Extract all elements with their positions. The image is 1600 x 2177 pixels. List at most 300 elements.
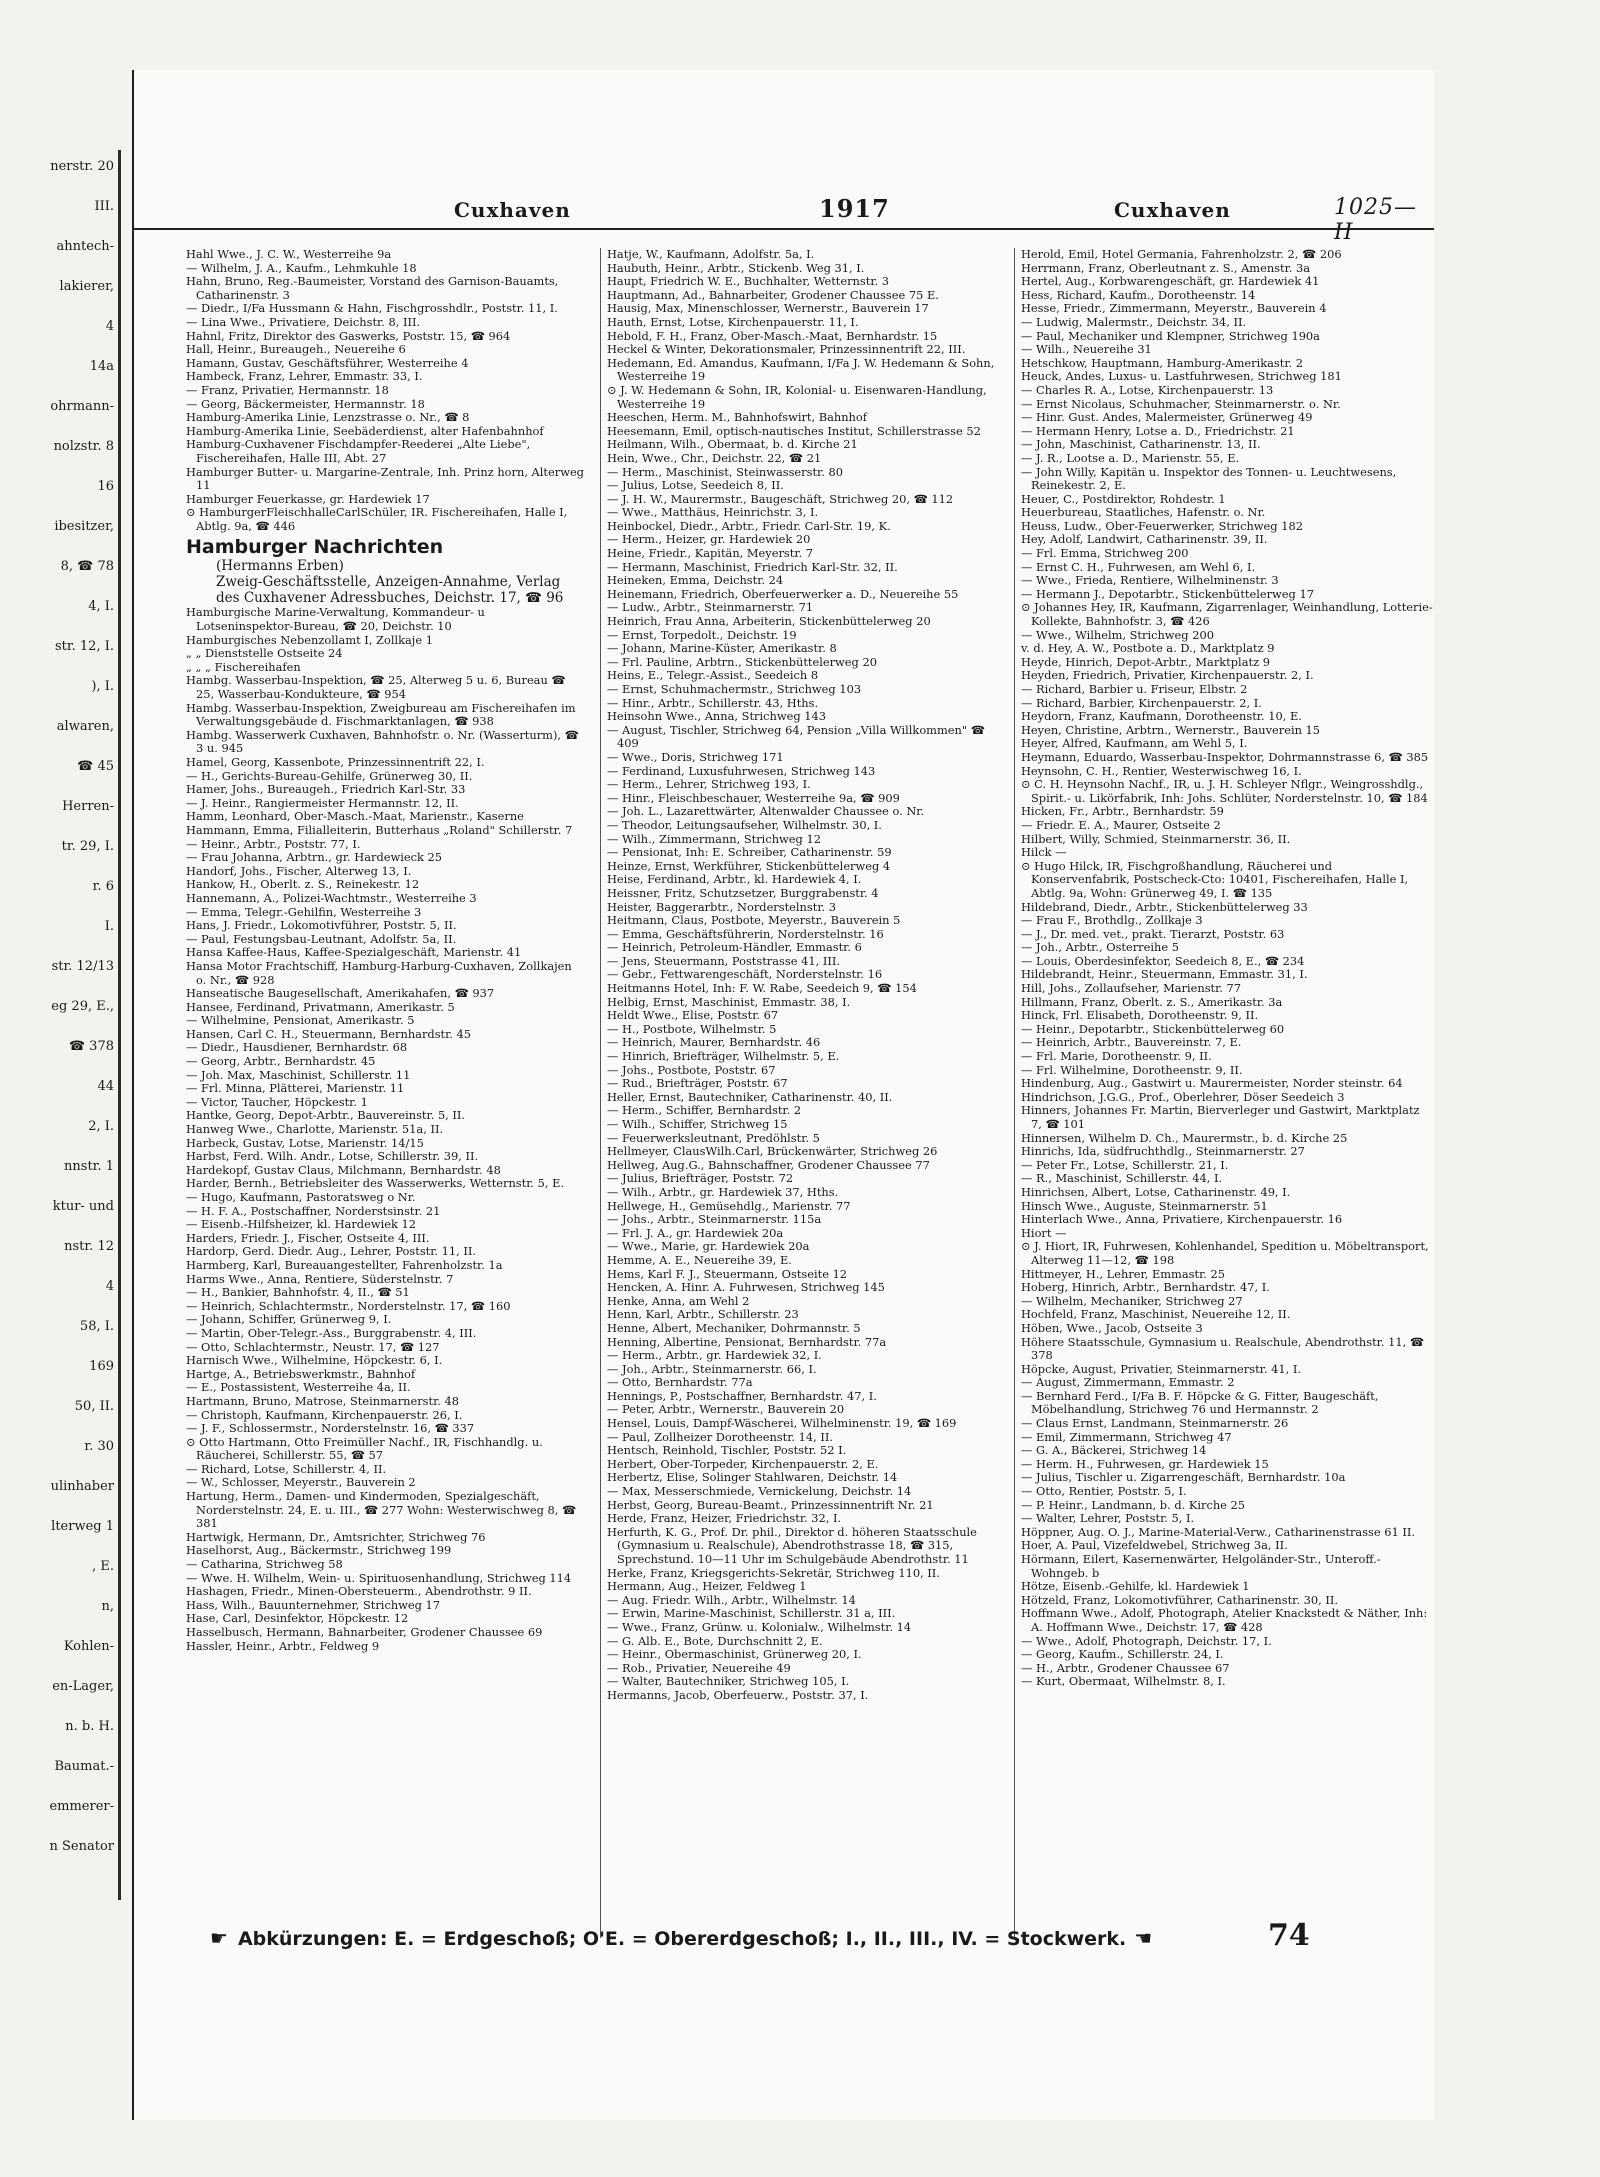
directory-entry: — Ernst, Torpedolt., Deichstr. 19 <box>607 627 797 642</box>
directory-entry: Heins, E., Telegr.-Assist., Seedeich 8 <box>607 668 819 683</box>
directory-entry: Hicken, Fr., Arbtr., Bernhardstr. 59 <box>1021 804 1224 819</box>
directory-entry: Hambg. Wasserwerk Cuxhaven, Bahnhofstr. o. Nr. (Wasserturm), ☎ 3 u. 945 <box>186 727 579 756</box>
directory-entry: — Wilhelm, J. A., Kaufm., Lehmkuhle 18 <box>186 260 417 275</box>
directory-entry: Heuerbureau, Staatliches, Hafenstr. o. Nr. <box>1021 505 1266 520</box>
directory-entry: — Wilh., Neuereihe 31 <box>1021 342 1152 357</box>
directory-entry: — Heinr., Depotarbtr., Stickenbüttelerweg 60 <box>1021 1021 1285 1036</box>
directory-entry: Hansa Kaffee-Haus, Kaffee-Spezialgeschäft, Marienstr. 41 <box>186 945 522 960</box>
fragment-line: n, <box>101 1599 114 1614</box>
directory-entry: — Joh., Arbtr., Steinmarnerstr. 66, I. <box>607 1361 817 1376</box>
directory-entry: — Wwe., Matthäus, Heinrichstr. 3, I. <box>607 505 819 520</box>
directory-entry: Hochfeld, Franz, Maschinist, Neuereihe 12, II. <box>1021 1307 1291 1322</box>
directory-entry: — Ernst, Schuhmachermstr., Strichweg 103 <box>607 682 862 696</box>
directory-entry: Heesemann, Emil, optisch-nautisches Institut, Schillerstrasse 52 <box>607 423 981 438</box>
directory-entry: — Aug. Friedr. Wilh., Arbtr., Wilhelmstr. 14 <box>607 1592 856 1607</box>
directory-entry: Heuer, C., Postdirektor, Rohdestr. 1 <box>1021 491 1226 506</box>
directory-entry: Hems, Karl F. J., Steuermann, Ostseite 12 <box>607 1266 848 1281</box>
directory-entry: — Frl. J. A., gr. Hardewiek 20a <box>607 1225 784 1240</box>
directory-entry: Heinsohn Wwe., Anna, Strichweg 143 <box>607 709 826 724</box>
directory-entry: Hankow, H., Oberlt. z. S., Reinekestr. 12 <box>186 877 420 892</box>
directory-entry: — Frau Johanna, Arbtrn., gr. Hardewieck 25 <box>186 850 443 865</box>
column-1 <box>186 248 584 1938</box>
fragment-line: ibesitzer, <box>54 519 114 534</box>
fragment-line: ☎ 45 <box>77 759 114 774</box>
directory-entry: Hellweg, Aug.G., Bahnschaffner, Grodener Chaussee 77 <box>607 1157 930 1172</box>
directory-entry: — Wilh., Schiffer, Strichweg 15 <box>607 1117 788 1131</box>
directory-entry: Hindrichson, J.G.G., Prof., Oberlehrer, Döser Seedeich 3 <box>1021 1089 1345 1104</box>
directory-entry: Herke, Franz, Kriegsgerichts-Sekretär, Strichweg 110, II. <box>607 1565 940 1580</box>
header-year: 1917 <box>819 194 890 223</box>
directory-entry: Hey, Adolf, Landwirt, Catharinenstr. 39, II. <box>1021 532 1268 547</box>
directory-entry: — Hermann J., Depotarbtr., Stickenbüttelerweg 17 <box>1021 586 1314 601</box>
pointing-hand-icon: ☛ <box>210 1926 228 1950</box>
directory-entry: — Wwe., Frieda, Rentiere, Wilhelminenstr. 3 <box>1021 573 1279 588</box>
directory-entry: Hauptmann, Ad., Bahnarbeiter, Grodener Chaussee 75 E. <box>607 287 939 302</box>
directory-entry: — Charles R. A., Lotse, Kirchenpauerstr. 13 <box>1021 382 1274 397</box>
directory-entry: — Hinr., Arbtr., Schillerstr. 43, Hths. <box>607 695 819 710</box>
directory-entry: — Wwe., Adolf, Photograph, Deichstr. 17, I. <box>1021 1633 1272 1648</box>
directory-entry: Hahn, Bruno, Reg.-Baumeister, Vorstand des Garnison-Bauamts, Catharinenstr. 3 <box>186 274 559 302</box>
directory-entry: — Georg, Arbtr., Bernhardstr. 45 <box>186 1054 376 1069</box>
column-3 <box>1014 248 1433 1938</box>
directory-entry: — Hinr. Gust. Andes, Malermeister, Grünerweg 49 <box>1021 410 1313 425</box>
directory-entry: Heckel & Winter, Dekorationsmaler, Prinzessinnentrift 22, III. <box>607 342 966 357</box>
directory-entry: — Julius, Lotse, Seedeich 8, II. <box>607 478 784 493</box>
directory-entry: Hilck — <box>1021 845 1067 860</box>
directory-entry: — Frau F., Brothdlg., Zollkaje 3 <box>1021 913 1203 928</box>
directory-entry: — G. A., Bäckerei, Strichweg 14 <box>1021 1443 1207 1458</box>
fragment-line: n. b. H. <box>65 1719 114 1734</box>
directory-entry: Hamburg-Amerika Linie, Lenzstrasse o. Nr., ☎ 8 <box>186 410 470 425</box>
directory-entry: — Ferdinand, Luxusfuhrwesen, Strichweg 143 <box>607 763 876 778</box>
directory-entry: Hamburgisches Nebenzollamt I, Zollkaje 1 <box>186 632 433 647</box>
fragment-line: 44 <box>97 1079 114 1094</box>
directory-entry: — Wilh., Zimmermann, Strichweg 12 <box>607 831 821 846</box>
directory-entry: — Paul, Festungsbau-Leutnant, Adolfstr. 5a, II. <box>186 931 457 946</box>
directory-entry: ⊙ Johannes Hey, IR, Kaufmann, Zigarrenlager, Weinhandlung, Lotterie-Kollekte, Bahnhofstr. 3, ☎ 426 <box>1021 600 1433 629</box>
directory-entry: Hinterlach Wwe., Anna, Privatiere, Kirchenpauerstr. 16 <box>1021 1212 1343 1227</box>
directory-entry: — Ludw., Arbtr., Steinmarnerstr. 71 <box>607 600 814 615</box>
fragment-line: str. 12/13 <box>51 959 114 974</box>
directory-entry: Herrmann, Franz, Oberleutnant z. S., Amenstr. 3a <box>1021 260 1311 275</box>
fragment-line: Kohlen- <box>63 1639 114 1654</box>
directory-entry: — G. Alb. E., Bote, Durchschnitt 2, E. <box>607 1633 823 1648</box>
directory-entry: — Joh. L., Lazarettwärter, Altenwalder Chaussee o. Nr. <box>607 804 925 819</box>
abbreviations-text: Abkürzungen: E. = Erdgeschoß; O'E. = Obererdgeschoß; I., II., III., IV. = Stockwerk. <box>237 1928 1127 1950</box>
directory-entry: ⊙ HamburgerFleischhalleCarlSchüler, IR. Fischereihafen, Halle I, Abtlg. 9a, ☎ 446 <box>186 505 568 533</box>
fragment-line: n Senator <box>49 1839 114 1854</box>
directory-entry: Hansen, Carl C. H., Steuermann, Bernhardstr. 45 <box>186 1026 472 1041</box>
directory-entry: Hardekopf, Gustav Claus, Milchmann, Bernhardstr. 48 <box>186 1162 501 1177</box>
directory-entry: — Herm., Schiffer, Bernhardstr. 2 <box>607 1103 802 1118</box>
directory-entry: — Pensionat, Inh: E. Schreiber, Catharinenstr. 59 <box>607 845 892 860</box>
directory-entry: — Ludwig, Malermstr., Deichstr. 34, II. <box>1021 314 1247 329</box>
directory-entry: Hein, Wwe., Chr., Deichstr. 22, ☎ 21 <box>607 450 822 465</box>
directory-entry: Hamburg-Amerika Linie, Seebäderdienst, alter Hafenbahnhof <box>186 423 544 438</box>
directory-entry: Hörmann, Eilert, Kasernenwärter, Helgoländer-Str., Unteroff.-Wohngeb. b <box>1021 1552 1381 1580</box>
directory-entry: — Hugo, Kaufmann, Pastoratsweg o Nr. <box>186 1190 416 1204</box>
directory-entry: Hoberg, Hinrich, Arbtr., Bernhardstr. 47, I. <box>1021 1280 1270 1295</box>
abbreviations-footer <box>210 1926 1250 1960</box>
directory-entry: Haselhorst, Aug., Bäckermstr., Strichweg 199 <box>186 1543 452 1558</box>
directory-entry: Herbert, Ober-Torpeder, Kirchenpauerstr. 2, E. <box>607 1456 879 1471</box>
directory-entry: — Herm., Arbtr., gr. Hardewiek 32, I. <box>607 1348 822 1363</box>
directory-entry: — Wilhelmine, Pensionat, Amerikastr. 5 <box>186 1013 415 1028</box>
directory-entry: Hetschkow, Hauptmann, Hamburg-Amerikastr. 2 <box>1021 355 1304 370</box>
fragment-line: Herren- <box>62 799 114 814</box>
fragment-line: 4 <box>105 1279 114 1294</box>
fragment-line: 16 <box>97 479 114 494</box>
directory-entry: — Catharina, Strichweg 58 <box>186 1557 343 1572</box>
directory-entry: Heitmann, Claus, Postbote, Meyerstr., Bauverein 5 <box>607 913 901 928</box>
directory-entry: — Theodor, Leitungsaufseher, Wilhelmstr. 30, I. <box>607 817 882 832</box>
directory-entry: — Heinr., Arbtr., Poststr. 77, I. <box>186 836 361 851</box>
directory-entry: Hermann, Aug., Heizer, Feldweg 1 <box>607 1579 807 1594</box>
fragment-line: , E. <box>92 1559 114 1574</box>
directory-entry: Hensel, Louis, Dampf-Wäscherei, Wilhelminenstr. 19, ☎ 169 <box>607 1416 957 1431</box>
directory-entry: ⊙ Hugo Hilck, IR, Fischgroßhandlung, Räucherei und Konservenfabrik, Postscheck-Cto: 10401, Fischereihafen, Halle I, Abtlg. 9a, Wohn: Grünerweg 49, I. ☎ 135 <box>1021 858 1409 900</box>
directory-entry: Hausig, Max, Minenschlosser, Wernerstr., Bauverein 17 <box>607 301 929 316</box>
fragment-line: 2, I. <box>88 1119 114 1134</box>
directory-entry: Hamm, Leonhard, Ober-Masch.-Maat, Marienstr., Kaserne <box>186 809 524 824</box>
directory-entry: — Feuerwerksleutnant, Predöhlstr. 5 <box>607 1130 820 1145</box>
directory-entry: Hall, Heinr., Bureaugeh., Neuereihe 6 <box>186 342 406 357</box>
directory-entry: — Otto, Rentier, Poststr. 5, I. <box>1021 1484 1187 1499</box>
directory-entry: — Wwe., Doris, Strichweg 171 <box>607 749 784 764</box>
fragment-line: tr. 29, I. <box>61 839 114 854</box>
directory-entry: Harder, Bernh., Betriebsleiter des Wasserwerks, Wetternstr. 5, E. <box>186 1176 565 1191</box>
directory-entry: — Johs., Postbote, Poststr. 67 <box>607 1062 776 1077</box>
directory-entry: — Paul, Zollheizer Dorotheenstr. 14, II. <box>607 1429 833 1444</box>
fragment-line: 58, I. <box>79 1319 114 1334</box>
directory-entry: Heyen, Christine, Arbtrn., Wernerstr., Bauverein 15 <box>1021 722 1321 737</box>
directory-entry: Hellwege, H., Gemüsehdlg., Marienstr. 77 <box>607 1198 851 1213</box>
directory-entry: — Georg, Kaufm., Schillerstr. 24, I. <box>1021 1647 1224 1662</box>
directory-entry: Haubuth, Heinr., Arbtr., Stickenb. Weg 31, I. <box>607 260 865 275</box>
directory-entry: — J. H. W., Maurermstr., Baugeschäft, Strichweg 20, ☎ 112 <box>607 491 954 506</box>
directory-entry: — H., Postbote, Wilhelmstr. 5 <box>607 1021 777 1036</box>
directory-entry: Heissner, Fritz, Schutzsetzer, Burggrabenstr. 4 <box>607 885 879 900</box>
directory-entry: — Heinrich, Maurer, Bernhardstr. 46 <box>607 1035 821 1050</box>
directory-entry: — Ernst C. H., Fuhrwesen, am Wehl 6, I. <box>1021 559 1256 574</box>
directory-entry: Hantke, Georg, Depot-Arbtr., Bauvereinstr. 5, II. <box>186 1108 466 1123</box>
fragment-line: eg 29, E., <box>51 999 114 1014</box>
directory-entry: — P. Heinr., Landmann, b. d. Kirche 25 <box>1021 1497 1246 1512</box>
directory-entry: Hamann, Gustav, Geschäftsführer, Westerreihe 4 <box>186 355 469 370</box>
directory-entry: Hashagen, Friedr., Minen-Obersteuerm., Abendrothstr. 9 II. <box>186 1584 532 1599</box>
directory-entry: — Otto, Schlachtermstr., Neustr. 17, ☎ 127 <box>186 1339 440 1354</box>
directory-entry: — Gebr., Fettwarengeschäft, Norderstelnstr. 16 <box>607 967 883 982</box>
fragment-line: ulinhaber <box>50 1479 114 1494</box>
directory-entry: Hartwigk, Hermann, Dr., Amtsrichter, Strichweg 76 <box>186 1529 486 1544</box>
directory-entry: — Johann, Marine-Küster, Amerikastr. 8 <box>607 641 837 656</box>
directory-entry: — Otto, Bernhardstr. 77a <box>607 1375 753 1390</box>
directory-entry: Hertel, Aug., Korbwarengeschäft, gr. Hardewiek 41 <box>1021 274 1320 289</box>
directory-entry: — Wwe., Franz, Grünw. u. Kolonialw., Wilhelmstr. 14 <box>607 1619 912 1634</box>
header-city-right: Cuxhaven <box>1114 198 1231 222</box>
directory-entry: Hinrichsen, Albert, Lotse, Catharinenstr. 49, I. <box>1021 1184 1291 1199</box>
directory-entry: Hermanns, Jacob, Oberfeuerw., Poststr. 37, I. <box>607 1687 869 1702</box>
directory-entry: — E., Postassistent, Westerreihe 4a, II. <box>186 1380 411 1395</box>
directory-entry: Harbeck, Gustav, Lotse, Marienstr. 14/15 <box>186 1135 424 1150</box>
directory-entry: v. d. Hey, A. W., Postbote a. D., Marktplatz 9 <box>1021 641 1275 656</box>
directory-entry: — Wwe., Wilhelm, Strichweg 200 <box>1021 627 1214 642</box>
directory-entry: Hahl Wwe., J. C. W., Westerreihe 9a <box>186 248 392 261</box>
directory-entry: — Johs., Arbtr., Steinmarnerstr. 115a <box>607 1212 822 1227</box>
directory-entry: — Herm., Heizer, gr. Hardewiek 20 <box>607 532 811 547</box>
directory-entry: Hindenburg, Aug., Gastwirt u. Maurermeister, Norder steinstr. 64 <box>1021 1076 1403 1091</box>
fragment-line: Baumat.- <box>54 1759 114 1774</box>
fragment-line: ohrmann- <box>50 399 114 414</box>
directory-entry: Heinrich, Frau Anna, Arbeiterin, Stickenbüttelerweg 20 <box>607 614 931 629</box>
fragment-line: 4 <box>105 319 114 334</box>
directory-entry: Heyden, Friedrich, Privatier, Kirchenpauerstr. 2, I. <box>1021 668 1314 683</box>
directory-entry: ⊙ Otto Hartmann, Otto Freimüller Nachf., IR, Fischhandlg. u. Räucherei, Schillerstr. 55, ☎ 57 <box>186 1434 543 1463</box>
directory-entry: Hillmann, Franz, Oberlt. z. S., Amerikastr. 3a <box>1021 994 1283 1009</box>
page-header <box>134 188 1434 245</box>
directory-entry: Heineken, Emma, Deichstr. 24 <box>607 573 784 588</box>
directory-entry: — Emma, Geschäftsführerin, Norderstelnstr. 16 <box>607 926 884 941</box>
directory-entry: Herbertz, Elise, Solinger Stahlwaren, Deichstr. 14 <box>607 1470 898 1485</box>
directory-entry: — Emma, Telegr.-Gehilfin, Westerreihe 3 <box>186 904 422 919</box>
directory-entry: Hötzeld, Franz, Lokomotivführer, Catharinenstr. 30, II. <box>1021 1592 1338 1607</box>
directory-entry: — Julius, Briefträger, Poststr. 72 <box>607 1171 794 1186</box>
directory-entry: Hamburg-Cuxhavener Fischdampfer-Reederei „Alte Liebe", Fischereihafen, Halle III, Abt. 27 <box>186 437 531 465</box>
directory-entry: — Julius, Tischler u. Zigarrengeschäft, Bernhardstr. 10a <box>1021 1470 1346 1485</box>
directory-entry: Hildebrandt, Heinr., Steuermann, Emmastr. 31, I. <box>1021 967 1308 982</box>
directory-entry: Hennings, P., Postschaffner, Bernhardstr. 47, I. <box>607 1388 877 1403</box>
directory-entry: Hansee, Ferdinand, Privatmann, Amerikastr. 5 <box>186 999 455 1014</box>
directory-entry: — H. F. A., Postschaffner, Norderstsinstr. 21 <box>186 1203 441 1218</box>
directory-entry: Hötze, Eisenb.-Gehilfe, kl. Hardewiek 1 <box>1021 1579 1250 1594</box>
directory-entry: — Max, Messerschmiede, Vernickelung, Deichstr. 14 <box>607 1484 912 1499</box>
directory-entry: — J. R., Lootse a. D., Marienstr. 55, E. <box>1021 450 1240 465</box>
directory-entry: ⊙ J. W. Hedemann & Sohn, IR, Kolonial- u. Eisenwaren-Handlung, Westerreihe 19 <box>607 382 987 411</box>
fragment-line: lterweg 1 <box>51 1519 114 1534</box>
directory-entry: Hans, J. Friedr., Lokomotivführer, Poststr. 5, II. <box>186 918 457 933</box>
directory-entry: Herold, Emil, Hotel Germania, Fahrenholzstr. 2, ☎ 206 <box>1021 248 1342 261</box>
directory-entry: — Richard, Lotse, Schillerstr. 4, II. <box>186 1461 387 1476</box>
directory-entry: Hentsch, Reinhold, Tischler, Poststr. 52 I. <box>607 1443 847 1458</box>
directory-entry: — W., Schlosser, Meyerstr., Bauverein 2 <box>186 1475 416 1490</box>
directory-entry: Hartge, A., Betriebswerkmstr., Bahnhof <box>186 1366 416 1381</box>
directory-entry: — Joh., Arbtr., Osterreihe 5 <box>1021 940 1179 955</box>
directory-entry: Hansa Motor Frachtschiff, Hamburg-Harburg-Cuxhaven, Zollkajen o. Nr., ☎ 928 <box>186 958 572 987</box>
directory-entry: Heilmann, Wilh., Obermaat, b. d. Kirche 21 <box>607 437 858 452</box>
fragment-line: alwaren, <box>56 719 114 734</box>
fragment-line: ahntech- <box>56 239 114 254</box>
directory-entry: — John, Maschinist, Catharinenstr. 13, II. <box>1021 437 1261 452</box>
directory-entry: Hammann, Emma, Filialleiterin, Butterhaus „Roland" Schillerstr. 7 <box>186 822 573 837</box>
directory-entry: Hilbert, Willy, Schmied, Steinmarnerstr. 36, II. <box>1021 831 1291 846</box>
pointing-hand-icon-right: ☚ <box>1134 1926 1153 1950</box>
directory-entry: ⊙ J. Hiort, IR, Fuhrwesen, Kohlenhandel, Spedition u. Möbeltransport, Alterweg 11—12, ☎ 198 <box>1021 1239 1429 1267</box>
directory-entry: Herbst, Georg, Bureau-Beamt., Prinzessinnentrift Nr. 21 <box>607 1497 934 1512</box>
directory-entry: — Richard, Barbier, Kirchenpauerstr. 2, I. <box>1021 695 1262 710</box>
directory-entry: — H., Arbtr., Grodener Chaussee 67 <box>1021 1660 1230 1675</box>
directory-entry: — J. F., Schlossermstr., Norderstelnstr. 16, ☎ 337 <box>186 1421 475 1436</box>
directory-entry: — Wwe., Marie, gr. Hardewiek 20a <box>607 1239 810 1254</box>
fragment-line: 50, II. <box>74 1399 114 1414</box>
directory-entry: — Ernst Nicolaus, Schuhmacher, Steinmarnerstr. o. Nr. <box>1021 396 1341 411</box>
directory-entry: Herde, Franz, Heizer, Friedrichstr. 32, I. <box>607 1511 842 1526</box>
directory-entry: Hinners, Johannes Fr. Martin, Bierverleger und Gastwirt, Marktplatz 7, ☎ 101 <box>1021 1103 1420 1131</box>
directory-entry: Hannemann, A., Polizei-Wachtmstr., Westerreihe 3 <box>186 890 477 905</box>
fragment-line: nolzstr. 8 <box>53 439 114 454</box>
directory-entry: Heitmanns Hotel, Inh: F. W. Rabe, Seedeich 9, ☎ 154 <box>607 981 917 996</box>
directory-entry: ⊙ C. H. Heynsohn Nachf., IR, u. J. H. Schleyer Nflgr., Weingrosshdlg., Spirit.- u. Likörfabrik, Inh: Johs. Schlüter, Norderstelnstr. 10, ☎ 184 <box>1021 777 1428 805</box>
previous-page-fragment <box>0 150 121 1900</box>
fragment-line: str. 12, I. <box>54 639 114 654</box>
directory-entry: — Frl. Minna, Plätterei, Marienstr. 11 <box>186 1081 405 1096</box>
directory-entry: — Louis, Oberdesinfektor, Seedeich 8, E., ☎ 234 <box>1021 953 1305 968</box>
directory-entry: — Walter, Lehrer, Poststr. 5, I. <box>1021 1511 1195 1526</box>
directory-entry: Heydorn, Franz, Kaufmann, Dorotheenstr. 10, E. <box>1021 709 1302 724</box>
directory-entry: — Herm. H., Fuhrwesen, gr. Hardewiek 15 <box>1021 1456 1269 1471</box>
directory-entry: — Hinrich, Briefträger, Wilhelmstr. 5, E. <box>607 1049 840 1064</box>
directory-entry: — Friedr. E. A., Maurer, Ostseite 2 <box>1021 817 1221 832</box>
directory-entry: Hassler, Heinr., Arbtr., Feldweg 9 <box>186 1638 380 1653</box>
directory-entry: Heller, Ernst, Bautechniker, Catharinenstr. 40, II. <box>607 1089 893 1104</box>
directory-entry: Hoffmann Wwe., Adolf, Photograph, Atelier Knackstedt & Näther, Inh: A. Hoffmann Wwe., Deichstr. 17, ☎ 428 <box>1021 1606 1428 1634</box>
directory-entry: — Bernhard Ferd., I/Fa B. F. Höpcke & G. Fitter, Baugeschäft, Möbelhandlung, Strichweg 76 und Hermannstr. 2 <box>1021 1388 1379 1417</box>
fragment-line: r. 6 <box>92 879 114 894</box>
directory-entry: — Herm., Maschinist, Steinwasserstr. 80 <box>607 464 843 479</box>
feature-entry-title: Hamburger Nachrichten <box>186 536 444 559</box>
directory-entry: Heldt Wwe., Elise, Poststr. 67 <box>607 1008 779 1023</box>
directory-entry: Hasselbusch, Hermann, Bahnarbeiter, Grodener Chaussee 69 <box>186 1625 543 1639</box>
directory-entry: — Paul, Mechaniker und Klempner, Strichweg 190a <box>1021 328 1320 343</box>
directory-entry: — John Willy, Kapitän u. Inspektor des Tonnen- u. Leuchtwesens, Reinekestr. 2, E. <box>1021 464 1397 493</box>
directory-entry: — Diedr., Hausdiener, Bernhardstr. 68 <box>186 1040 408 1055</box>
directory-entry: — Heinrich, Petroleum-Händler, Emmastr. 6 <box>607 940 862 955</box>
directory-entry: — Joh. Max, Maschinist, Schillerstr. 11 <box>186 1067 411 1082</box>
directory-entry: Heinbockel, Diedr., Arbtr., Friedr. Carl-Str. 19, K. <box>607 518 891 533</box>
directory-entry: Heister, Baggerarbtr., Norderstelnstr. 3 <box>607 899 836 914</box>
directory-entry: Hambg. Wasserbau-Inspektion, ☎ 25, Alterweg 5 u. 6, Bureau ☎ 25, Wasserbau-Kondukteure, ☎ 954 <box>186 673 566 702</box>
directory-entry: — Hermann Henry, Lotse a. D., Friedrichstr. 21 <box>1021 423 1295 438</box>
directory-entry: „ „ „ Fischereihafen <box>186 659 301 674</box>
directory-entry: Heine, Friedr., Kapitän, Meyerstr. 7 <box>607 546 814 561</box>
directory-entry: — H., Gerichts-Bureau-Gehilfe, Grünerweg 30, II. <box>186 768 473 783</box>
directory-entry: Höpcke, August, Privatier, Steinmarnerstr. 41, I. <box>1021 1361 1301 1376</box>
directory-entry: — Heinr., Obermaschinist, Grünerweg 20, I. <box>607 1647 862 1662</box>
directory-entry: — Heinrich, Arbtr., Bauvereinstr. 7, E. <box>1021 1035 1242 1050</box>
directory-entry: — Peter, Arbtr., Wernerstr., Bauverein 20 <box>607 1402 845 1417</box>
directory-entry: Harms Wwe., Anna, Rentiere, Süderstelnstr. 7 <box>186 1271 454 1286</box>
directory-entry: — Diedr., I/Fa Hussmann & Hahn, Fischgrosshdlr., Poststr. 11, I. <box>186 301 558 316</box>
directory-entry: Henke, Anna, am Wehl 2 <box>607 1293 750 1308</box>
directory-entry: — Johann, Schiffer, Grünerweg 9, I. <box>186 1312 392 1327</box>
directory-entry: Hartmann, Bruno, Matrose, Steinmarnerstr. 48 <box>186 1393 460 1408</box>
directory-entry: „ „ Dienststelle Ostseite 24 <box>186 646 343 661</box>
directory-entry: Höppner, Aug. O. J., Marine-Material-Verw., Catharinenstrasse 61 II. <box>1021 1524 1416 1539</box>
directory-entry: — Herm., Lehrer, Strichweg 193, I. <box>607 777 811 792</box>
fragment-line: nnstr. 1 <box>64 1159 114 1174</box>
directory-entry: Hamel, Georg, Kassenbote, Prinzessinnentrift 22, I. <box>186 755 485 769</box>
fragment-line: nstr. 12 <box>64 1239 114 1254</box>
directory-entry: — Walter, Bautechniker, Strichweg 105, I. <box>607 1674 850 1689</box>
directory-entry: — Rud., Briefträger, Poststr. 67 <box>607 1076 788 1091</box>
directory-entry: — Richard, Barbier u. Friseur, Elbstr. 2 <box>1021 682 1248 696</box>
directory-entry: Herfurth, K. G., Prof. Dr. phil., Direktor d. höheren Staatsschule (Gymnasium u. Realschule), Abendrothstrasse 18, ☎ 315, Sprechstund. 10—11 Uhr im Schulgebäude Abendrothstr. 11 <box>607 1524 977 1566</box>
directory-entry: Helbig, Ernst, Maschinist, Emmastr. 38, I. <box>607 994 851 1009</box>
directory-entry: Hittmeyer, H., Lehrer, Emmastr. 25 <box>1021 1266 1225 1281</box>
directory-entry: Heyde, Hinrich, Depot-Arbtr., Marktplatz 9 <box>1021 654 1270 669</box>
directory-entry: — H., Bankier, Bahnhofstr. 4, II., ☎ 51 <box>186 1285 410 1300</box>
fragment-line: ktur- und <box>52 1199 114 1214</box>
fragment-line: 4, I. <box>88 599 114 614</box>
directory-entry: Hebold, F. H., Franz, Ober-Masch.-Maat, Bernhardstr. 15 <box>607 328 938 343</box>
directory-entry: Hamburger Butter- u. Margarine-Zentrale, Inh. Prinz horn, Alterweg 11 <box>186 464 584 493</box>
feature-entry-detail: (Hermanns Erben) <box>216 558 344 575</box>
directory-entry: — Peter Fr., Lotse, Schillerstr. 21, I. <box>1021 1157 1229 1172</box>
column-2 <box>600 248 1007 1938</box>
directory-entry: Heyer, Alfred, Kaufmann, am Wehl 5, I. <box>1021 736 1248 751</box>
fragment-line: I. <box>104 919 114 934</box>
directory-entry: — Claus Ernst, Landmann, Steinmarnerstr. 26 <box>1021 1416 1289 1431</box>
directory-entry: Hambg. Wasserbau-Inspektion, Zweigbureau am Fischereihafen im Verwaltungsgebäude d. Fischmarktanlagen, ☎ 938 <box>186 700 576 729</box>
directory-entry: — Christoph, Kaufmann, Kirchenpauerstr. 26, I. <box>186 1407 463 1422</box>
directory-entry: Hamburger Feuerkasse, gr. Hardewiek 17 <box>186 491 430 506</box>
directory-entry: Harbst, Ferd. Wilh. Andr., Lotse, Schillerstr. 39, II. <box>186 1149 479 1164</box>
directory-entry: — Jens, Steuermann, Poststrasse 41, III. <box>607 953 840 968</box>
directory-entry: Harders, Friedr. J., Fischer, Ostseite 4, III. <box>186 1230 430 1245</box>
directory-entry: Hemme, A. E., Neuereihe 39, E. <box>607 1252 792 1267</box>
directory-entry: — Victor, Taucher, Höpckestr. 1 <box>186 1094 368 1109</box>
header-city-left: Cuxhaven <box>454 198 571 222</box>
directory-entry: — Lina Wwe., Privatiere, Deichstr. 8, III. <box>186 314 421 329</box>
directory-entry: Hardorp, Gerd. Diedr. Aug., Lehrer, Poststr. 11, II. <box>186 1244 477 1259</box>
directory-entry: — Georg, Bäckermeister, Hermannstr. 18 <box>186 396 425 411</box>
directory-entry: Harmberg, Karl, Bureauangestellter, Fahrenholzstr. 1a <box>186 1257 503 1272</box>
directory-entry: Hauth, Ernst, Lotse, Kirchenpauerstr. 11, I. <box>607 314 859 329</box>
directory-entry: — Frl. Wilhelmine, Dorotheenstr. 9, II. <box>1021 1062 1243 1077</box>
directory-entry: Hesse, Friedr., Zimmermann, Meyerstr., Bauverein 4 <box>1021 301 1327 316</box>
fragment-line: ☎ 378 <box>68 1039 114 1054</box>
directory-entry: Hanweg Wwe., Charlotte, Marienstr. 51a, II. <box>186 1122 444 1137</box>
directory-entry: Heuck, Andes, Luxus- u. Lastfuhrwesen, Strichweg 181 <box>1021 369 1342 384</box>
directory-entry: Hatje, W., Kaufmann, Adolfstr. 5a, I. <box>607 248 815 261</box>
directory-entry: Hinnersen, Wilhelm D. Ch., Maurermstr., b. d. Kirche 25 <box>1021 1130 1348 1145</box>
directory-entry: Haupt, Friedrich W. E., Buchhalter, Wetternstr. 3 <box>607 274 889 289</box>
directory-entry: Hinsch Wwe., Auguste, Steinmarnerstr. 51 <box>1021 1198 1268 1213</box>
directory-entry: Hinck, Frl. Elisabeth, Dorotheenstr. 9, II. <box>1021 1008 1259 1023</box>
directory-entry: Hencken, A. Hinr. A. Fuhrwesen, Strichweg 145 <box>607 1280 885 1295</box>
directory-entry: Hamburgische Marine-Verwaltung, Kommandeur- u Lotseninspektor-Bureau, ☎ 20, Deichstr. 10 <box>186 605 485 634</box>
directory-entry: Höhere Staatsschule, Gymnasium u. Realschule, Abendrothstr. 11, ☎ 378 <box>1021 1334 1425 1363</box>
directory-entry: Hellmeyer, ClausWilh.Carl, Brückenwärter, Strichweg 26 <box>607 1144 938 1159</box>
directory-entry: — Kurt, Obermaat, Wilhelmstr. 8, I. <box>1021 1674 1226 1689</box>
directory-entry: Heise, Ferdinand, Arbtr., kl. Hardewiek 4, I. <box>607 872 862 887</box>
directory-entry: — Wilh., Arbtr., gr. Hardewiek 37, Hths. <box>607 1184 839 1199</box>
directory-entry: — J. Heinr., Rangiermeister Hermannstr. 12, II. <box>186 795 459 810</box>
fragment-line: III. <box>94 199 114 214</box>
directory-entry: Hambeck, Franz, Lehrer, Emmastr. 33, I. <box>186 369 423 384</box>
directory-entry: — Frl. Marie, Dorotheenstr. 9, II. <box>1021 1049 1212 1064</box>
directory-entry: — Rob., Privatier, Neuereihe 49 <box>607 1660 791 1675</box>
fragment-line: 169 <box>89 1359 114 1374</box>
directory-entry: Hedemann, Ed. Amandus, Kaufmann, I/Fa J. W. Hedemann & Sohn, Westerreihe 19 <box>607 355 995 384</box>
fragment-line: r. 30 <box>84 1439 114 1454</box>
directory-entry: Henn, Karl, Arbtr., Schillerstr. 23 <box>607 1307 799 1322</box>
directory-entry: Hoer, A. Paul, Vizefeldwebel, Strichweg 3a, II. <box>1021 1538 1288 1553</box>
directory-entry: Hiort — <box>1021 1225 1067 1240</box>
directory-page <box>132 70 1434 2120</box>
directory-entry: Hartung, Herm., Damen- und Kindermoden, Spezialgeschäft, Norderstelnstr. 24, E. u. III., ☎ 277 Wohn: Westerwischweg 8, ☎ 381 <box>186 1489 577 1531</box>
directory-entry: Heuss, Ludw., Ober-Feuerwerker, Strichweg 182 <box>1021 518 1303 533</box>
directory-entry: Heinemann, Friedrich, Oberfeuerwerker a. D., Neuereihe 55 <box>607 586 959 601</box>
